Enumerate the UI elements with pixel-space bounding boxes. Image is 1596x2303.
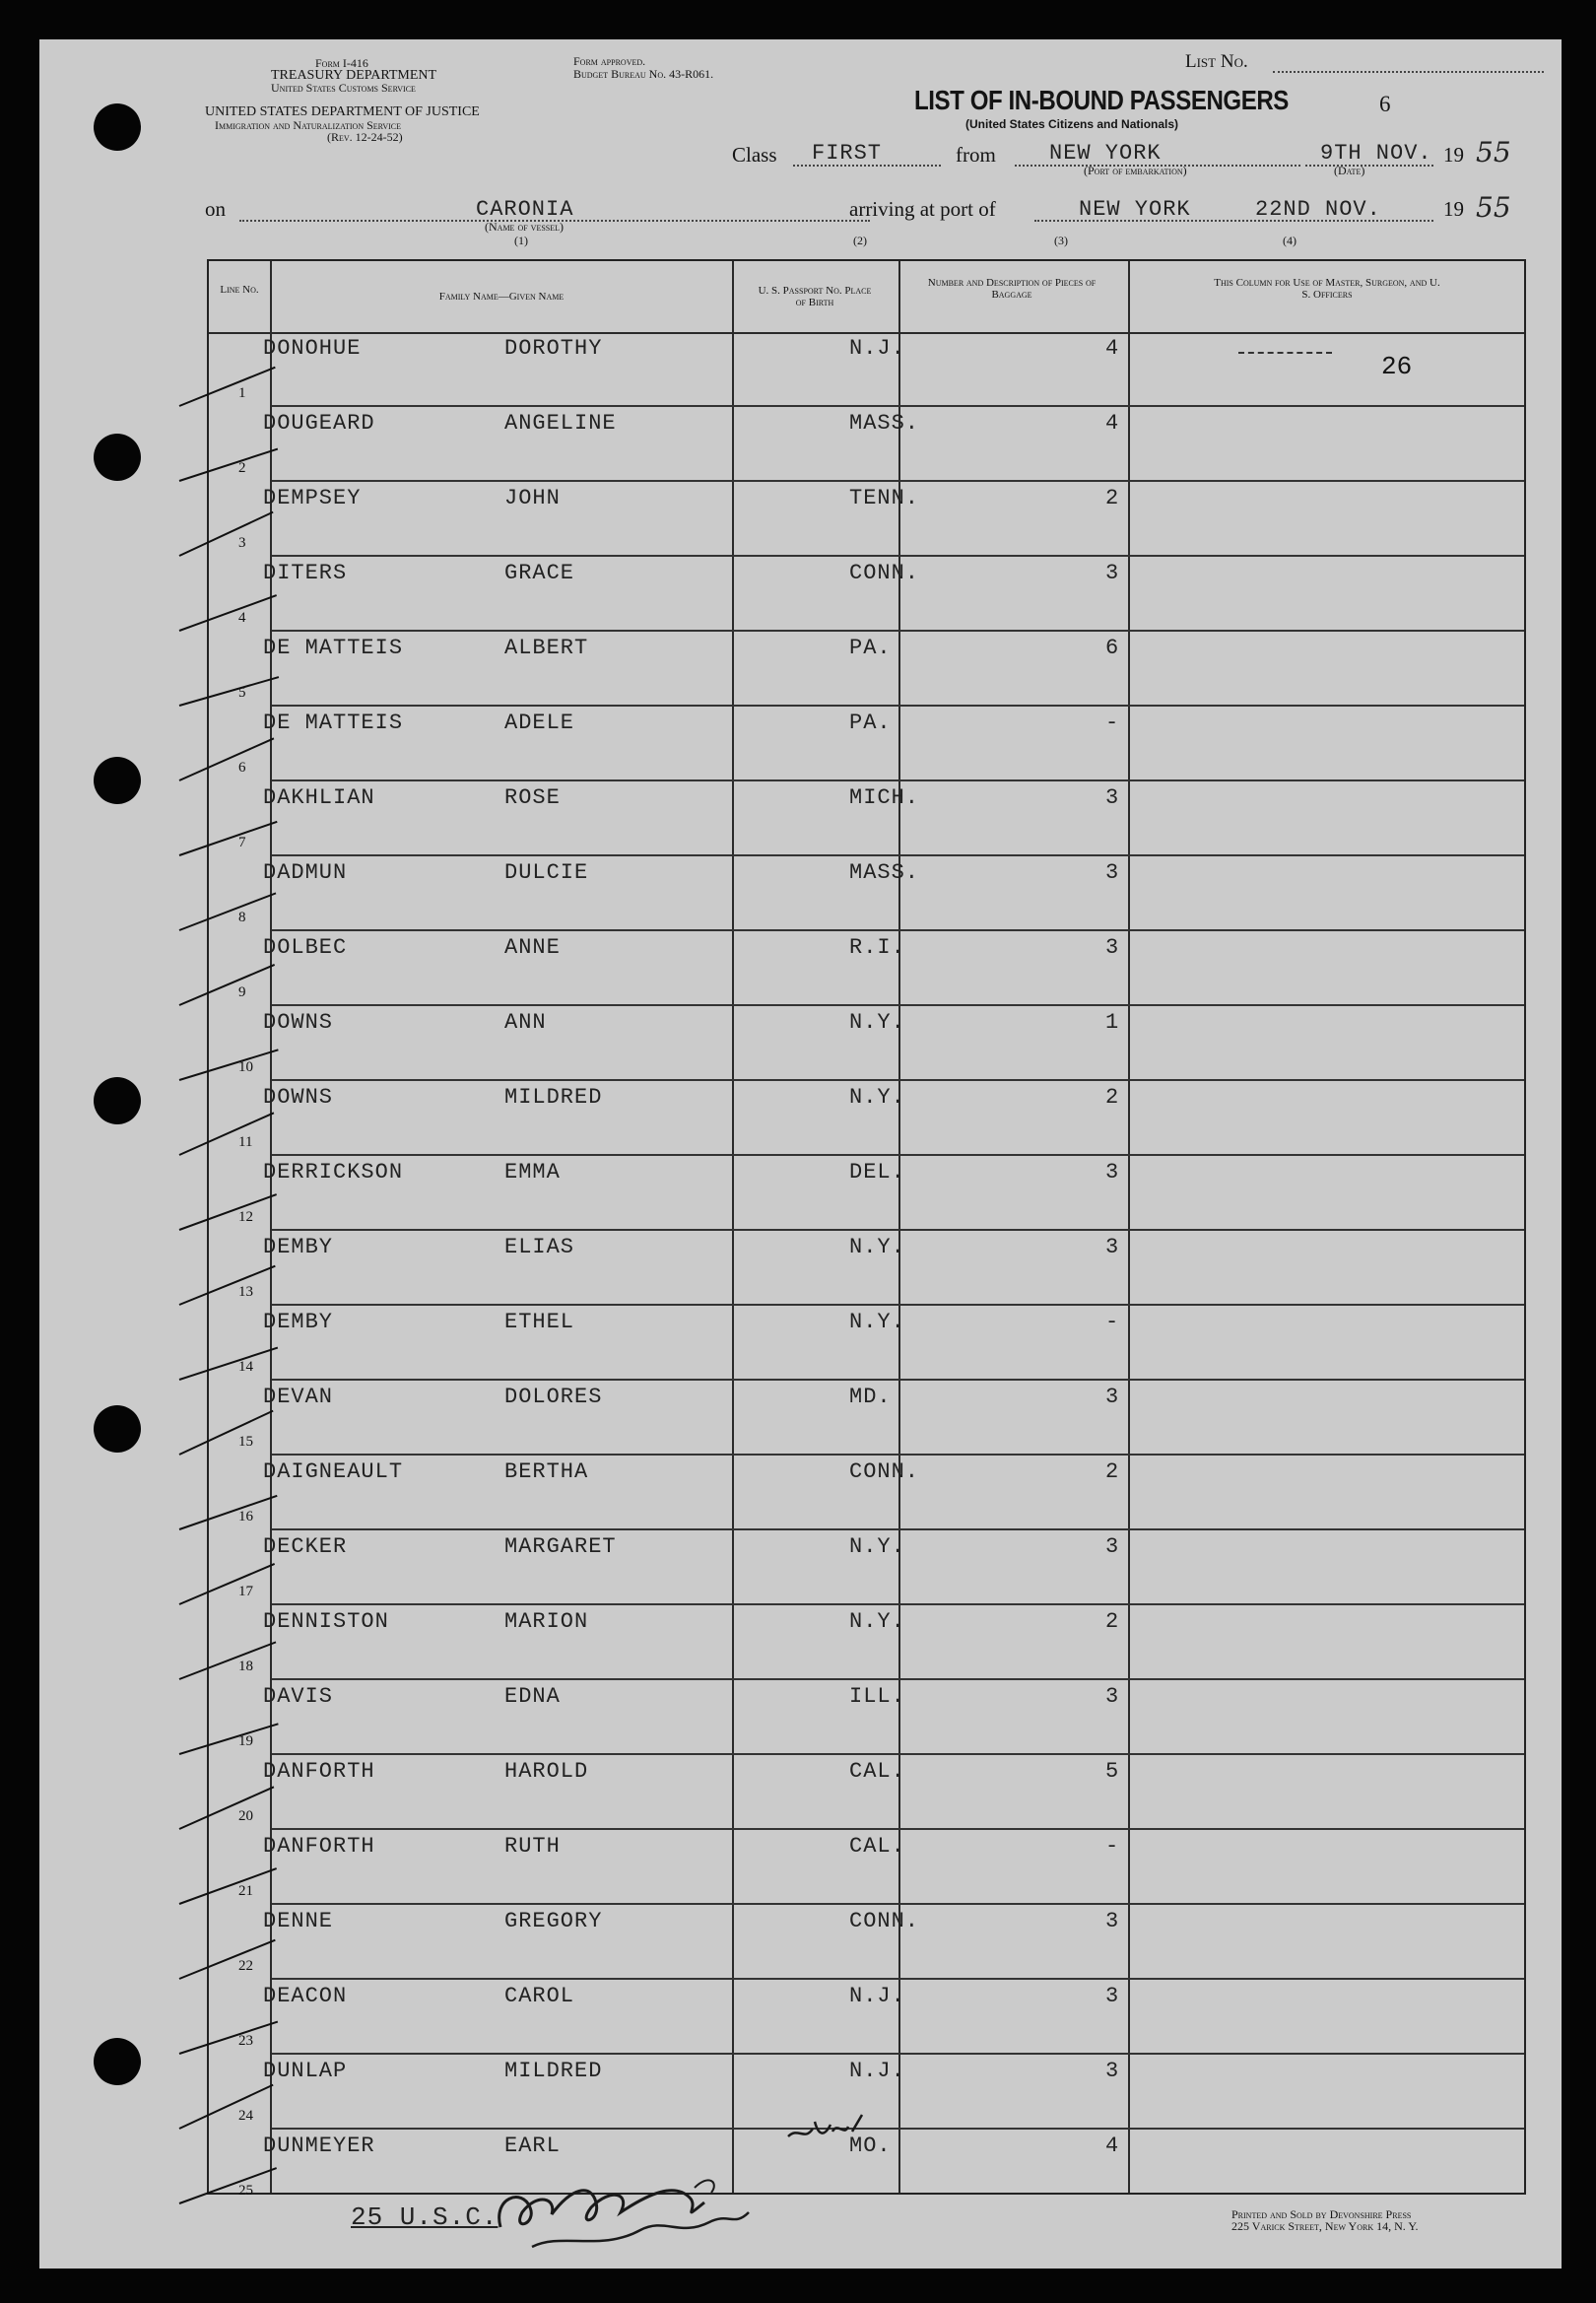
class-label: Class xyxy=(732,143,777,167)
family-name: DUNLAP xyxy=(263,2059,348,2083)
family-name: DOLBEC xyxy=(263,935,348,960)
baggage-count: 4 xyxy=(1105,411,1120,436)
col-ref-2: (2) xyxy=(853,234,867,247)
place-of-birth: MASS. xyxy=(849,411,920,436)
check-mark xyxy=(179,2167,277,2204)
given-name: MARGARET xyxy=(504,1534,617,1559)
line-number: 9 xyxy=(238,984,246,1000)
place-of-birth: N.Y. xyxy=(849,1235,905,1259)
col-ref-1: (1) xyxy=(514,234,528,247)
given-name: EARL xyxy=(504,2134,561,2158)
table-row xyxy=(209,482,1524,557)
family-name: DEMBY xyxy=(263,1235,334,1259)
binder-hole xyxy=(94,757,141,804)
line-number: 11 xyxy=(238,1134,253,1150)
depart-date: 9TH NOV. xyxy=(1320,141,1432,166)
baggage-count: - xyxy=(1105,1834,1120,1859)
arriving-label: arriving at port of xyxy=(849,197,996,221)
given-name: ALBERT xyxy=(504,636,589,660)
line-number: 20 xyxy=(238,1808,253,1824)
given-name: GREGORY xyxy=(504,1909,603,1933)
given-name: ELIAS xyxy=(504,1235,575,1259)
family-name: DAIGNEAULT xyxy=(263,1459,404,1484)
given-name: ROSE xyxy=(504,785,561,810)
place-of-birth: N.Y. xyxy=(849,1010,905,1035)
family-name: DOWNS xyxy=(263,1085,334,1110)
printer-line-1: Printed and Sold by Devonshire Press xyxy=(1231,2207,1412,2221)
place-of-birth: ILL. xyxy=(849,1684,905,1709)
baggage-count: - xyxy=(1105,711,1120,735)
year-prefix-2: 19 xyxy=(1443,197,1464,221)
table-row xyxy=(209,1605,1524,1680)
line-number: 2 xyxy=(238,460,246,476)
signature xyxy=(483,2153,788,2262)
line-number: 25 xyxy=(238,2183,253,2199)
baggage-count: 3 xyxy=(1105,1235,1120,1259)
line-number: 3 xyxy=(238,535,246,551)
given-name: ANGELINE xyxy=(504,411,617,436)
line-number: 21 xyxy=(238,1883,253,1899)
given-name: ADELE xyxy=(504,711,575,735)
line-number: 6 xyxy=(238,760,246,776)
check-mark xyxy=(179,2084,274,2130)
line-number: 24 xyxy=(238,2108,253,2124)
usc-reference: 25 U.S.C. xyxy=(351,2202,499,2232)
table-row xyxy=(209,931,1524,1006)
table-row xyxy=(209,1231,1524,1306)
baggage-count: 3 xyxy=(1105,860,1120,885)
family-name: DENNE xyxy=(263,1909,334,1933)
family-name: DAVIS xyxy=(263,1684,334,1709)
check-mark xyxy=(179,1193,277,1231)
place-of-birth: N.Y. xyxy=(849,1310,905,1334)
given-name: HAROLD xyxy=(504,1759,589,1784)
year-value: 55 xyxy=(1476,136,1511,169)
line-number: 13 xyxy=(238,1284,253,1300)
baggage-count: 3 xyxy=(1105,1909,1120,1933)
given-name: ANNE xyxy=(504,935,561,960)
line-number: 12 xyxy=(238,1209,253,1225)
header-officers: This Column for Use of Master, Surgeon, and U. S. Officers xyxy=(1214,277,1440,301)
justice-label: UNITED STATES DEPARTMENT OF JUSTICE xyxy=(205,104,480,119)
baggage-count: 2 xyxy=(1105,486,1120,510)
year-value-2: 55 xyxy=(1476,191,1511,224)
embark-port: NEW YORK xyxy=(1049,141,1162,166)
table-row xyxy=(209,1381,1524,1456)
page-subtitle: (United States Citizens and Nationals) xyxy=(965,117,1179,131)
place-of-birth: MASS. xyxy=(849,860,920,885)
given-name: MILDRED xyxy=(504,1085,603,1110)
arrival-port: NEW YORK xyxy=(1079,197,1191,222)
check-mark xyxy=(179,1347,278,1381)
check-mark xyxy=(179,1939,276,1980)
place-of-birth: N.Y. xyxy=(849,1534,905,1559)
form-number: Form I-416 xyxy=(315,56,368,70)
check-mark xyxy=(179,821,278,856)
check-mark xyxy=(179,2021,278,2055)
baggage-count: 2 xyxy=(1105,1459,1120,1484)
given-name: MARION xyxy=(504,1609,589,1634)
baggage-count: 3 xyxy=(1105,1160,1120,1185)
table-row xyxy=(209,1755,1524,1830)
header-passport: U. S. Passport No. Place of Birth xyxy=(758,285,872,308)
rev-label: (Rev. 12-24-52) xyxy=(327,130,403,144)
binder-hole xyxy=(94,434,141,481)
officer-note: 26 xyxy=(1381,352,1413,381)
baggage-count: 2 xyxy=(1105,1609,1120,1634)
place-of-birth: CONN. xyxy=(849,1459,920,1484)
place-of-birth: PA. xyxy=(849,711,892,735)
family-name: DONOHUE xyxy=(263,336,362,361)
table-row xyxy=(209,1306,1524,1381)
ins-label: Immigration and Naturalization Service xyxy=(215,118,402,132)
line-number: 5 xyxy=(238,685,246,701)
place-of-birth: DEL. xyxy=(849,1160,905,1185)
line-number: 22 xyxy=(238,1958,253,1974)
given-name: CAROL xyxy=(504,1984,575,2008)
on-label: on xyxy=(205,197,226,221)
line-number: 18 xyxy=(238,1659,253,1674)
check-mark xyxy=(179,1867,277,1905)
handwritten-note xyxy=(783,2107,877,2161)
given-name: DOLORES xyxy=(504,1385,603,1409)
family-name: DUNMEYER xyxy=(263,2134,375,2158)
table-row xyxy=(209,1830,1524,1905)
check-mark xyxy=(179,1265,276,1306)
header-baggage: Number and Description of Pieces of Baggage xyxy=(927,277,1097,301)
from-label: from xyxy=(956,143,996,167)
family-name: DEMBY xyxy=(263,1310,334,1334)
table-row xyxy=(209,1980,1524,2055)
check-mark xyxy=(179,1641,277,1679)
line-number: 16 xyxy=(238,1509,253,1524)
list-no-label: List No. xyxy=(1185,51,1248,72)
place-of-birth: N.Y. xyxy=(849,1609,905,1634)
baggage-count: 1 xyxy=(1105,1010,1120,1035)
line-number: 4 xyxy=(238,610,246,626)
family-name: DITERS xyxy=(263,561,348,585)
col-ref-4: (4) xyxy=(1283,234,1297,247)
given-name: EDNA xyxy=(504,1684,561,1709)
table-row xyxy=(209,1680,1524,1755)
given-name: DULCIE xyxy=(504,860,589,885)
line-number: 8 xyxy=(238,910,246,925)
binder-hole xyxy=(94,1405,141,1453)
table-row xyxy=(209,707,1524,781)
baggage-count: - xyxy=(1105,1310,1120,1334)
check-mark xyxy=(179,511,274,557)
baggage-count: 3 xyxy=(1105,2059,1120,2083)
check-mark xyxy=(179,1563,275,1605)
budget-label: Budget Bureau No. 43-R061. xyxy=(573,67,714,81)
family-name: DEACON xyxy=(263,1984,348,2008)
table-row xyxy=(209,1456,1524,1530)
year-prefix: 19 xyxy=(1443,143,1464,167)
place-of-birth: MO. xyxy=(849,2134,892,2158)
family-name: DE MATTEIS xyxy=(263,711,404,735)
place-of-birth: CONN. xyxy=(849,1909,920,1933)
check-mark xyxy=(179,367,276,407)
place-of-birth: PA. xyxy=(849,636,892,660)
family-name: DANFORTH xyxy=(263,1834,375,1859)
header-name: Family Name—Given Name xyxy=(438,291,565,303)
table-header xyxy=(209,261,1524,334)
family-name: DANFORTH xyxy=(263,1759,375,1784)
binder-hole xyxy=(94,103,141,151)
given-name: JOHN xyxy=(504,486,561,510)
baggage-count: 5 xyxy=(1105,1759,1120,1784)
baggage-count: 4 xyxy=(1105,336,1120,361)
baggage-count: 3 xyxy=(1105,1534,1120,1559)
passenger-table xyxy=(207,259,1526,2199)
port-embark-caption: (Port of embarkation) xyxy=(1084,164,1187,177)
check-mark xyxy=(179,594,277,632)
given-name: EMMA xyxy=(504,1160,561,1185)
place-of-birth: N.J. xyxy=(849,336,905,361)
check-mark xyxy=(179,892,277,930)
customs-label: United States Customs Service xyxy=(271,81,416,95)
check-mark xyxy=(179,1723,279,1755)
family-name: DEMPSEY xyxy=(263,486,362,510)
vessel-name: CARONIA xyxy=(476,197,574,222)
baggage-count: 3 xyxy=(1105,1984,1120,2008)
check-mark xyxy=(179,1495,278,1530)
printer-line-2: 225 Varick Street, New York 14, N. Y. xyxy=(1231,2219,1419,2233)
family-name: DOWNS xyxy=(263,1010,334,1035)
table-row xyxy=(209,632,1524,707)
form-page xyxy=(39,39,1562,2269)
table-row xyxy=(209,856,1524,931)
check-mark xyxy=(179,448,278,482)
given-name: BERTHA xyxy=(504,1459,589,1484)
check-mark xyxy=(179,1786,275,1830)
table-row xyxy=(209,1530,1524,1605)
family-name: DECKER xyxy=(263,1534,348,1559)
table-row xyxy=(209,1905,1524,1980)
table-row xyxy=(209,1081,1524,1156)
line-number: 23 xyxy=(238,2033,253,2049)
baggage-count: 3 xyxy=(1105,1385,1120,1409)
given-name: GRACE xyxy=(504,561,575,585)
place-of-birth: MICH. xyxy=(849,785,920,810)
check-mark xyxy=(179,1112,275,1156)
class-value: FIRST xyxy=(812,141,883,166)
family-name: DADMUN xyxy=(263,860,348,885)
place-of-birth: CAL. xyxy=(849,1834,905,1859)
place-of-birth: CONN. xyxy=(849,561,920,585)
family-name: DOUGEARD xyxy=(263,411,375,436)
baggage-count: 3 xyxy=(1105,561,1120,585)
line-number: 7 xyxy=(238,835,246,850)
table-row xyxy=(209,407,1524,482)
given-name: RUTH xyxy=(504,1834,561,1859)
given-name: ANN xyxy=(504,1010,547,1035)
table-row xyxy=(209,1156,1524,1231)
place-of-birth: N.J. xyxy=(849,1984,905,2008)
place-of-birth: MD. xyxy=(849,1385,892,1409)
family-name: DEVAN xyxy=(263,1385,334,1409)
baggage-count: 3 xyxy=(1105,785,1120,810)
check-mark xyxy=(179,964,275,1006)
binder-hole xyxy=(94,1077,141,1124)
vessel-caption: (Name of vessel) xyxy=(485,220,564,234)
given-name: ETHEL xyxy=(504,1310,575,1334)
given-name: MILDRED xyxy=(504,2059,603,2083)
baggage-count: 2 xyxy=(1105,1085,1120,1110)
baggage-count: 3 xyxy=(1105,935,1120,960)
table-row xyxy=(209,557,1524,632)
line-number: 17 xyxy=(238,1584,253,1599)
family-name: DERRICKSON xyxy=(263,1160,404,1185)
check-mark xyxy=(179,1410,274,1456)
date-caption: (Date) xyxy=(1334,164,1365,177)
table-row xyxy=(209,332,1524,407)
line-number: 14 xyxy=(238,1359,253,1375)
family-name: DE MATTEIS xyxy=(263,636,404,660)
check-mark xyxy=(179,737,275,781)
family-name: DAKHLIAN xyxy=(263,785,375,810)
page-title: LIST OF IN-BOUND PASSENGERS xyxy=(914,85,1289,115)
place-of-birth: TENN. xyxy=(849,486,920,510)
line-number: 15 xyxy=(238,1434,253,1450)
table-row xyxy=(209,781,1524,856)
approved-label: Form approved. xyxy=(573,54,646,68)
given-name: DOROTHY xyxy=(504,336,603,361)
check-mark xyxy=(179,1049,279,1081)
col-ref-3: (3) xyxy=(1054,234,1068,247)
arrival-date: 22ND NOV. xyxy=(1255,197,1381,222)
family-name: DENNISTON xyxy=(263,1609,389,1634)
place-of-birth: R.I. xyxy=(849,935,905,960)
baggage-count: 4 xyxy=(1105,2134,1120,2158)
baggage-count: 6 xyxy=(1105,636,1120,660)
check-mark xyxy=(179,676,279,707)
list-number: 6 xyxy=(1379,92,1391,116)
line-number: 19 xyxy=(238,1733,253,1749)
treasury-label: TREASURY DEPARTMENT xyxy=(271,68,437,83)
table-row xyxy=(209,1006,1524,1081)
place-of-birth: N.J. xyxy=(849,2059,905,2083)
line-number: 1 xyxy=(238,385,246,401)
place-of-birth: N.Y. xyxy=(849,1085,905,1110)
place-of-birth: CAL. xyxy=(849,1759,905,1784)
header-line-no: Line No. xyxy=(220,284,259,296)
line-number: 10 xyxy=(238,1059,253,1075)
list-no-line xyxy=(1273,71,1544,73)
binder-hole xyxy=(94,2038,141,2085)
baggage-count: 3 xyxy=(1105,1684,1120,1709)
